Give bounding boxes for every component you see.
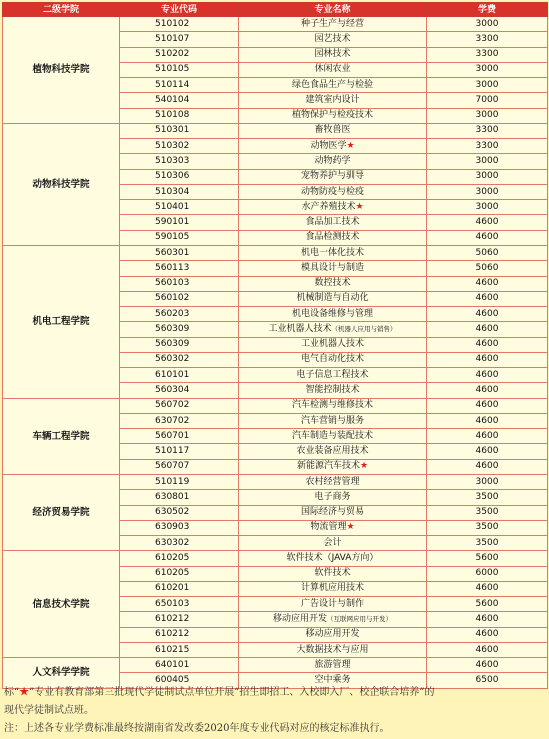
major-name-cell (239, 551, 427, 566)
major-name-cell (239, 291, 427, 306)
major-code-cell: 590101 (120, 215, 239, 230)
major-name-cell (239, 352, 427, 367)
major-name: 物流管理 (310, 522, 347, 533)
major-name: 模具设计与制造 (300, 262, 364, 273)
major-name: 移动应用开发 (305, 629, 360, 640)
major-code-cell: 600405 (120, 673, 239, 688)
fee-cell: 4600 (427, 352, 548, 367)
major-code-cell: 610215 (120, 642, 239, 657)
major-name-cell (239, 17, 427, 32)
major-name-cell (239, 398, 427, 413)
major-code-cell: 510202 (120, 47, 239, 62)
major-code-cell: 510117 (120, 444, 239, 459)
fee-cell: 4600 (427, 307, 548, 322)
fee-cell: 3300 (427, 47, 548, 62)
major-code-cell: 510102 (120, 17, 239, 32)
major-code-cell: 610212 (120, 612, 239, 627)
fee-cell: 3000 (427, 108, 548, 123)
major-name-cell (239, 139, 427, 154)
major-name-cell (239, 47, 427, 62)
major-name-cell (239, 368, 427, 383)
major-name: 电子信息工程技术 (296, 369, 369, 380)
major-name: 数控技术 (314, 278, 351, 289)
major-name-cell (239, 490, 427, 505)
major-code-cell: 610101 (120, 368, 239, 383)
major-name: 绿色食品生产与检验 (291, 79, 373, 90)
major-name-cell (239, 200, 427, 215)
major-code-cell: 510301 (120, 123, 239, 138)
major-name: 软件技术（JAVA方向） (286, 552, 379, 563)
major-name: 宠物养护与驯导 (300, 171, 364, 182)
major-name-cell (239, 566, 427, 581)
fee-cell: 3000 (427, 78, 548, 93)
fee-cell: 4600 (427, 581, 548, 596)
major-name-cell (239, 261, 427, 276)
footnote-text: ”专业有教育部第三批现代学徒制试点单位开展“招生即招工、入校即入厂、校企联合培养”的 (29, 687, 435, 698)
major-name: 工业机器人技术 (268, 323, 332, 334)
fee-cell: 4600 (427, 291, 548, 306)
fee-cell: 3000 (427, 17, 548, 32)
fee-cell: 4600 (427, 459, 548, 474)
table-row (3, 123, 548, 138)
fee-cell: 3300 (427, 139, 548, 154)
major-name: 植物保护与检疫技术 (291, 110, 373, 121)
major-code-cell: 630302 (120, 536, 239, 551)
fee-cell: 6000 (427, 566, 548, 581)
major-code-cell: 560304 (120, 383, 239, 398)
major-code-cell: 510303 (120, 154, 239, 169)
major-code-cell: 510401 (120, 200, 239, 215)
major-code-cell: 610205 (120, 551, 239, 566)
major-name-cell (239, 642, 427, 657)
major-name: 软件技术 (314, 568, 351, 579)
fee-cell: 5600 (427, 551, 548, 566)
footnote-prefix: 标“ (4, 687, 20, 698)
star-icon: ★ (346, 140, 355, 151)
major-name-cell (239, 108, 427, 123)
major-name: 汽车制造与装配技术 (291, 430, 373, 441)
major-name-cell (239, 429, 427, 444)
table-body (3, 17, 548, 689)
major-code-cell: 560309 (120, 337, 239, 352)
major-code-cell: 610205 (120, 566, 239, 581)
college-cell: 人文科学学院 (3, 658, 120, 689)
major-name-cell (239, 123, 427, 138)
fee-cell: 3000 (427, 184, 548, 199)
major-name: 动物防疫与检疫 (300, 186, 364, 197)
major-name: 电子商务 (314, 491, 351, 502)
fee-cell: 4600 (427, 383, 548, 398)
college-cell: 机电工程学院 (3, 245, 120, 398)
major-name-cell (239, 505, 427, 520)
header-major: 专业名称 (239, 3, 427, 17)
major-code-cell: 560102 (120, 291, 239, 306)
major-name-cell (239, 276, 427, 291)
major-name: 新能源汽车技术 (296, 461, 360, 472)
fee-cell: 4600 (427, 413, 548, 428)
major-name: 动物医学 (310, 140, 347, 151)
fee-cell: 3300 (427, 123, 548, 138)
table-row (3, 17, 548, 32)
major-code-cell: 510304 (120, 184, 239, 199)
fee-cell: 4600 (427, 322, 548, 337)
fee-cell: 4600 (427, 215, 548, 230)
major-name-cell (239, 474, 427, 489)
major-code-cell: 540104 (120, 93, 239, 108)
major-name-cell (239, 245, 427, 260)
major-name-cell (239, 612, 427, 627)
fee-cell: 5060 (427, 261, 548, 276)
major-name: 机械制造与自动化 (296, 293, 369, 304)
fee-cell: 4600 (427, 658, 548, 673)
major-code-cell: 560702 (120, 398, 239, 413)
major-name-cell (239, 184, 427, 199)
major-name: 计算机应用技术 (300, 583, 364, 594)
fee-cell: 4600 (427, 398, 548, 413)
major-name-cell (239, 444, 427, 459)
star-icon: ★ (19, 687, 30, 698)
major-code-cell: 610201 (120, 581, 239, 596)
major-name-cell (239, 337, 427, 352)
star-icon: ★ (359, 461, 369, 472)
college-cell: 车辆工程学院 (3, 398, 120, 474)
major-name: 工业机器人技术 (300, 339, 364, 350)
major-name-cell (239, 169, 427, 184)
fee-cell: 3000 (427, 200, 548, 215)
major-name: 会计 (323, 537, 342, 548)
major-code-cell: 650103 (120, 597, 239, 612)
college-cell: 信息技术学院 (3, 551, 120, 658)
fee-cell: 3000 (427, 154, 548, 169)
major-name: 机电设备维修与管理 (291, 308, 373, 319)
fee-cell: 3000 (427, 62, 548, 77)
fee-cell: 4600 (427, 337, 548, 352)
header-fee: 学费 (427, 3, 548, 17)
table-row (3, 474, 548, 489)
footnote-line-2: 现代学徒制试点班。 (4, 705, 94, 716)
major-code-cell: 590105 (120, 230, 239, 245)
major-name-cell (239, 93, 427, 108)
major-name: 旅游管理 (314, 659, 351, 670)
major-code-cell: 640101 (120, 658, 239, 673)
fee-cell: 4600 (427, 612, 548, 627)
major-name: 畜牧兽医 (314, 125, 351, 136)
fee-cell: 3300 (427, 32, 548, 47)
fee-cell: 4600 (427, 276, 548, 291)
fee-cell: 4600 (427, 230, 548, 245)
major-name: 广告设计与制作 (300, 598, 364, 609)
major-name-cell (239, 459, 427, 474)
major-code-cell: 510119 (120, 474, 239, 489)
major-name-cell (239, 383, 427, 398)
college-cell: 动物科技学院 (3, 123, 120, 245)
major-code-cell: 510105 (120, 62, 239, 77)
major-name: 汽车检测与维修技术 (291, 400, 373, 411)
major-name: 园艺技术 (314, 33, 351, 44)
major-name: 食品加工技术 (305, 217, 360, 228)
major-name-cell (239, 307, 427, 322)
table-row (3, 551, 548, 566)
major-name-cell (239, 62, 427, 77)
college-cell: 植物科技学院 (3, 17, 120, 124)
fee-cell: 7000 (427, 93, 548, 108)
major-name: 动物药学 (314, 156, 351, 167)
table-row (3, 245, 548, 260)
major-code-cell: 560113 (120, 261, 239, 276)
major-name-cell (239, 581, 427, 596)
college-cell: 经济贸易学院 (3, 474, 120, 550)
major-name-cell (239, 322, 427, 337)
major-name-cell (239, 32, 427, 47)
major-name: 食品检测技术 (305, 232, 360, 243)
major-name: 建筑室内设计 (305, 94, 360, 105)
major-code-cell: 560309 (120, 322, 239, 337)
major-name: 国际经济与贸易 (300, 507, 364, 518)
major-name: 电气自动化技术 (300, 354, 364, 365)
major-code-cell: 560203 (120, 307, 239, 322)
fee-cell: 6500 (427, 673, 548, 688)
major-name: 大数据技术与应用 (296, 644, 369, 655)
major-name-cell (239, 78, 427, 93)
major-code-cell: 510108 (120, 108, 239, 123)
fee-cell: 3500 (427, 505, 548, 520)
fee-cell: 4600 (427, 444, 548, 459)
major-name: 移动应用开发 (272, 613, 327, 624)
major-name: 休闲农业 (314, 64, 351, 75)
header-code: 专业代码 (120, 3, 239, 17)
major-name-cell (239, 536, 427, 551)
major-name: 智能控制技术 (305, 385, 360, 395)
footnote-line-3: 注：上述各专业学费标准最终按湖南省发改委2020年度专业代码对应的核定标准执行。 (4, 723, 390, 734)
major-name: 水产养殖技术 (301, 201, 356, 212)
star-icon: ★ (355, 201, 364, 212)
major-name: 园林技术 (314, 49, 351, 60)
major-code-cell: 630502 (120, 505, 239, 520)
major-name: 汽车营销与服务 (300, 415, 364, 426)
major-name: 种子生产与经营 (300, 18, 364, 29)
major-name-cell (239, 658, 427, 673)
major-name: 农村经营管理 (305, 476, 360, 487)
fee-cell: 4600 (427, 368, 548, 383)
major-name-cell (239, 627, 427, 642)
table-header-row (3, 3, 548, 17)
major-code-cell: 560103 (120, 276, 239, 291)
major-note: （互联网应用与开发） (327, 614, 392, 623)
table-row (3, 658, 548, 673)
major-code-cell: 510114 (120, 78, 239, 93)
major-code-cell: 560301 (120, 245, 239, 260)
star-icon: ★ (346, 522, 355, 533)
major-code-cell: 630903 (120, 520, 239, 535)
major-name: 农业装备应用技术 (296, 446, 369, 457)
header-college: 二级学院 (3, 3, 120, 17)
footnote-line-1 (4, 683, 434, 698)
fee-cell: 4600 (427, 627, 548, 642)
major-code-cell: 510107 (120, 32, 239, 47)
fee-cell: 4600 (427, 642, 548, 657)
major-code-cell: 630702 (120, 413, 239, 428)
major-code-cell: 560302 (120, 352, 239, 367)
major-name: 空中乘务 (314, 675, 351, 686)
major-code-cell: 560701 (120, 429, 239, 444)
fee-cell: 3000 (427, 474, 548, 489)
major-code-cell: 630801 (120, 490, 239, 505)
major-name-cell (239, 597, 427, 612)
major-name-cell (239, 154, 427, 169)
major-name-cell (239, 413, 427, 428)
major-name-cell (239, 230, 427, 245)
major-code-cell: 610212 (120, 627, 239, 642)
fee-table (2, 2, 548, 689)
major-code-cell: 560707 (120, 459, 239, 474)
fee-cell: 5060 (427, 245, 548, 260)
fee-cell: 4600 (427, 429, 548, 444)
fee-cell: 5600 (427, 597, 548, 612)
major-code-cell: 510302 (120, 139, 239, 154)
major-name-cell (239, 520, 427, 535)
fee-cell: 3500 (427, 536, 548, 551)
fee-cell: 3500 (427, 490, 548, 505)
fee-cell: 3500 (427, 520, 548, 535)
major-name: 机电一体化技术 (300, 247, 364, 258)
major-note: （机器人应用与销售） (331, 324, 397, 333)
major-name-cell (239, 215, 427, 230)
fee-cell: 3000 (427, 169, 548, 184)
major-code-cell: 510306 (120, 169, 239, 184)
table-row (3, 398, 548, 413)
